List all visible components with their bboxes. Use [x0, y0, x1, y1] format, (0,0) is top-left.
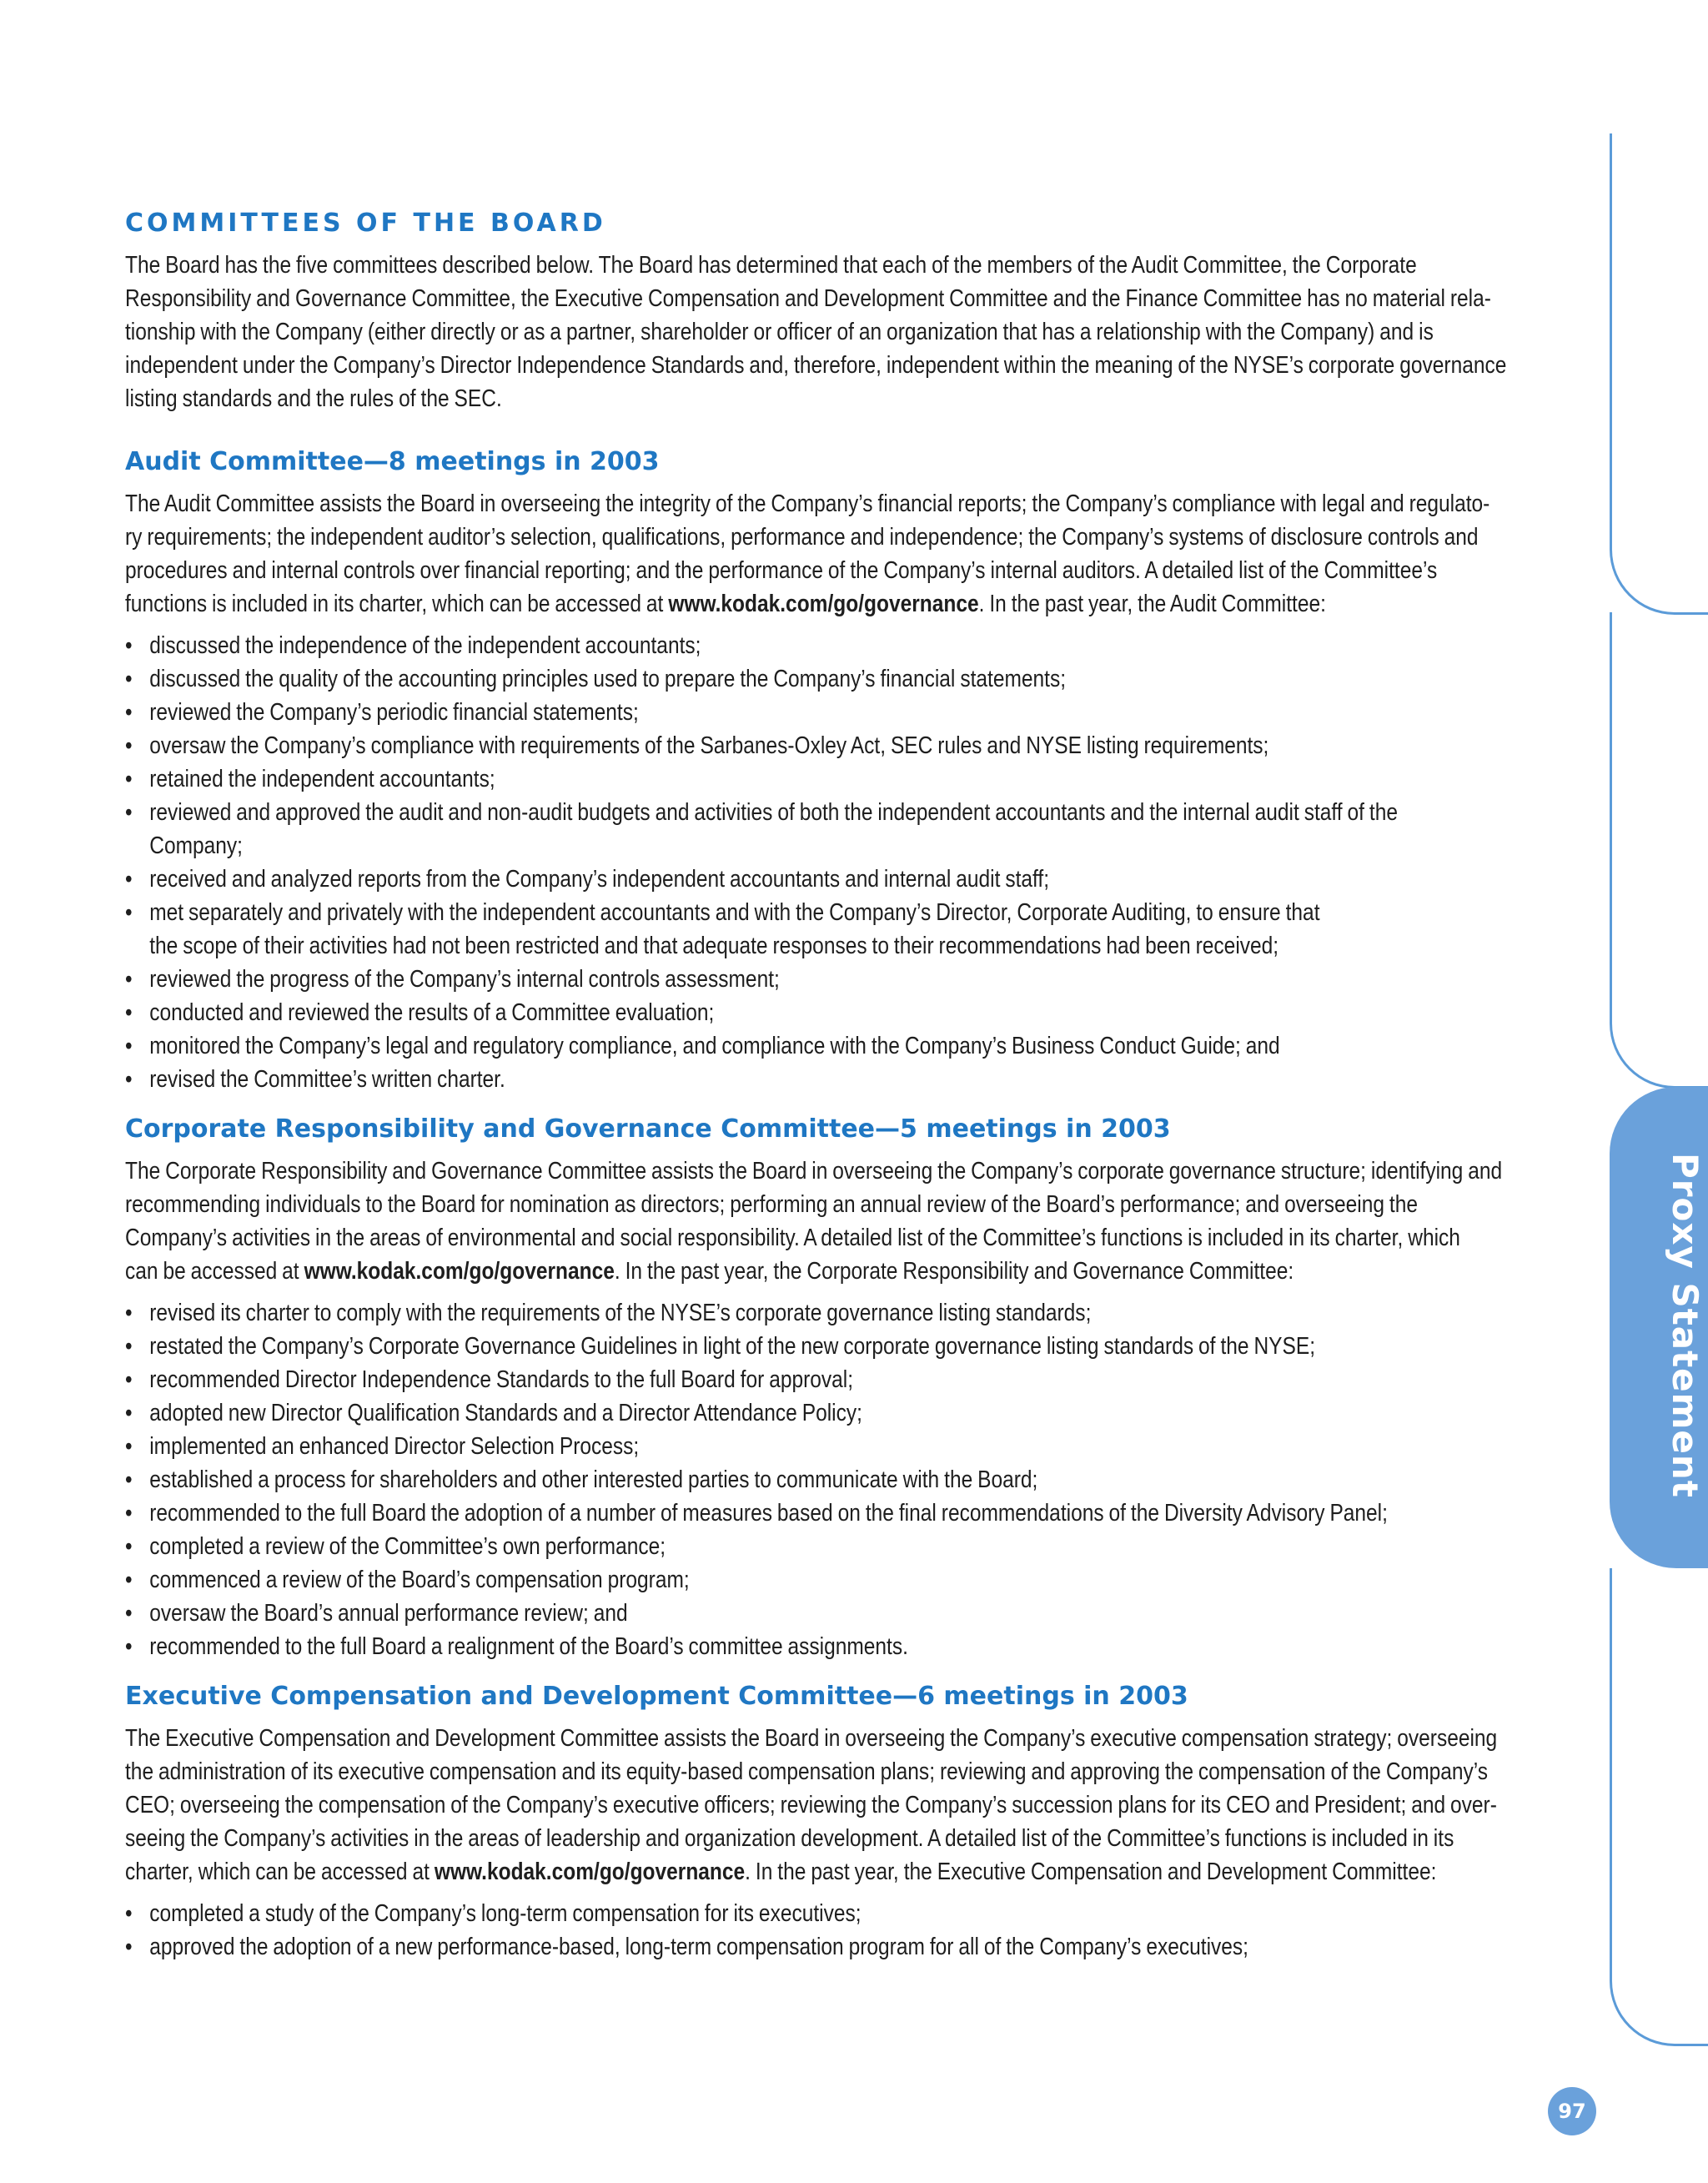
audit-committee-list: [125, 629, 1560, 1096]
intro-paragraph: [125, 249, 1560, 415]
bullet-text: oversaw the Company’s compliance with requirements of the Sarbanes-Oxley Act, SEC rules and NYSE listing requirements;: [149, 732, 1269, 759]
bullet-icon: •: [125, 666, 133, 692]
bullet-text: revised the Committee’s written charter.: [149, 1066, 505, 1093]
text-line: procedures and internal controls over financial reporting; and the performance of the Company’s internal auditors. A detailed list of the Committee’s: [125, 557, 1438, 584]
text-line: The Audit Committee assists the Board in overseeing the integrity of the Company’s financial reports; the Company’s compliance with legal and regulato-: [125, 490, 1490, 517]
bullet-icon: •: [125, 1533, 133, 1560]
executive-committee-paragraph: [125, 1722, 1560, 1889]
bullet-text: reviewed and approved the audit and non-audit budgets and activities of both the independent accountants and the internal audit staff of the: [149, 799, 1399, 826]
bullet-item: [125, 762, 1560, 796]
bullet-text: implemented an enhanced Director Selection Process;: [149, 1433, 640, 1460]
bullet-item: [125, 1296, 1560, 1330]
bullet-icon: •: [125, 1400, 133, 1426]
bullet-icon: •: [125, 732, 133, 759]
bullet-item: [125, 1930, 1560, 1964]
bullet-item: [125, 963, 1560, 996]
bullet-text: conducted and reviewed the results of a Committee evaluation;: [149, 999, 715, 1026]
audit-committee-heading: Audit Committee—8 meetings in 2003: [125, 447, 660, 476]
text-line: listing standards and the rules of the SEC.: [125, 385, 502, 412]
page-number: 97: [1548, 2087, 1596, 2135]
bullet-icon: •: [125, 1066, 133, 1093]
bullet-icon: •: [125, 866, 133, 893]
bullet-icon: •: [125, 1433, 133, 1460]
text-line: Company’s activities in the areas of environmental and social responsibility. A detailed list of the Committee’s functions is included in its charter, which: [125, 1225, 1460, 1251]
bullet-text: restated the Company’s Corporate Governance Guidelines in light of the new corporate governance listing standards of the NYSE;: [149, 1333, 1316, 1360]
bullet-item: [125, 1897, 1560, 1930]
bullet-text: recommended Director Independence Standards to the full Board for approval;: [149, 1366, 854, 1393]
bullet-item: [125, 1563, 1560, 1597]
text-line: independent under the Company’s Director Independence Standards and, therefore, independent within the meaning of the NYSE’s corporate governance: [125, 352, 1507, 379]
bullet-icon: •: [125, 899, 133, 926]
bullet-icon: •: [125, 799, 133, 826]
bullet-item: [125, 696, 1560, 729]
bullet-item: [125, 1396, 1560, 1430]
text-line: ry requirements; the independent auditor’s selection, qualifications, performance and independence; the Company’s systems of disclosure controls and: [125, 524, 1479, 551]
text-line: The Corporate Responsibility and Governance Committee assists the Board in overseeing the Company’s corporate governance structure; identifying and: [125, 1158, 1503, 1185]
bullet-item: [125, 1463, 1560, 1496]
text-line: CEO; overseeing the compensation of the Company’s executive officers; reviewing the Company’s succession plans for its CEO and President; and over-: [125, 1792, 1497, 1818]
bullet-icon: •: [125, 999, 133, 1026]
bullet-item: [125, 662, 1560, 696]
bullet-icon: •: [125, 1500, 133, 1527]
bullet-icon: •: [125, 766, 133, 792]
bullet-item: [125, 729, 1560, 762]
side-tab-label: Proxy Statement: [1665, 1153, 1705, 1498]
text-line: The Executive Compensation and Development Committee assists the Board in overseeing the Company’s executive compensation strategy; overseeing: [125, 1725, 1498, 1752]
side-tab-divider-2: [1610, 612, 1708, 1089]
bullet-item: [125, 629, 1560, 662]
text-line: seeing the Company’s activities in the areas of leadership and organization development. A detailed list of the Committee’s functions is included in its: [125, 1825, 1454, 1852]
bullet-text: met separately and privately with the independent accountants and with the Company’s Director, Corporate Auditing, to ensure that: [149, 899, 1320, 926]
bullet-text: recommended to the full Board the adoption of a number of measures based on the final recommendations of the Diversity Advisory Panel;: [149, 1500, 1388, 1527]
bullet-item: [125, 896, 1560, 963]
bullet-icon: •: [125, 966, 133, 993]
bullet-text: revised its charter to comply with the requirements of the NYSE’s corporate governance listing standards;: [149, 1300, 1092, 1326]
bullet-icon: •: [125, 699, 133, 726]
text-line: tionship with the Company (either directly or as a partner, shareholder or officer of an organization that has a relationship with the Company) and is: [125, 319, 1434, 345]
bullet-item: [125, 1430, 1560, 1463]
text-run: charter, which can be accessed at: [125, 1859, 435, 1885]
bullet-icon: •: [125, 1934, 133, 1960]
bullet-text: established a process for shareholders and other interested parties to communicate with the Board;: [149, 1466, 1038, 1493]
bullet-text: approved the adoption of a new performance-based, long-term compensation program for all of the Company’s executives;: [149, 1934, 1248, 1960]
bullet-text: the scope of their activities had not been restricted and that adequate responses to their recommendations had been received;: [149, 933, 1279, 959]
bullet-text: oversaw the Board’s annual performance review; and: [149, 1600, 628, 1627]
governance-link[interactable]: www.kodak.com/go/governance: [304, 1258, 615, 1285]
bullet-item: [125, 1063, 1560, 1096]
text-run: functions is included in its charter, which can be accessed at: [125, 591, 669, 617]
text-line: [125, 1255, 1560, 1288]
bullet-item: [125, 863, 1560, 896]
side-tab-divider-1: [1610, 133, 1708, 615]
bullet-icon: •: [125, 1466, 133, 1493]
bullet-icon: •: [125, 632, 133, 659]
bullet-text: Company;: [149, 832, 243, 859]
executive-committee-heading: Executive Compensation and Development Committee—6 meetings in 2003: [125, 1682, 1188, 1711]
bullet-text: retained the independent accountants;: [149, 766, 495, 792]
governance-committee-paragraph: [125, 1154, 1560, 1288]
governance-link[interactable]: www.kodak.com/go/governance: [668, 591, 979, 617]
bullet-icon: •: [125, 1366, 133, 1393]
bullet-icon: •: [125, 1567, 133, 1593]
text-line: The Board has the five committees described below. The Board has determined that each of the members of the Audit Committee, the Corporate: [125, 252, 1417, 279]
bullet-text: reviewed the Company’s periodic financial statements;: [149, 699, 639, 726]
bullet-item: [125, 1530, 1560, 1563]
bullet-icon: •: [125, 1333, 133, 1360]
bullet-text: discussed the quality of the accounting principles used to prepare the Company’s financial statements;: [149, 666, 1067, 692]
governance-link[interactable]: www.kodak.com/go/governance: [434, 1859, 746, 1885]
bullet-text: completed a study of the Company’s long-term compensation for its executives;: [149, 1900, 862, 1927]
bullet-text: recommended to the full Board a realignment of the Board’s committee assignments.: [149, 1633, 908, 1660]
bullet-text: monitored the Company’s legal and regulatory compliance, and compliance with the Company’s Business Conduct Guide; and: [149, 1033, 1280, 1059]
bullet-item: [125, 1330, 1560, 1363]
text-line: Responsibility and Governance Committee, the Executive Compensation and Development Committee and the Finance Committee has no material rela-: [125, 285, 1491, 312]
bullet-item: [125, 1496, 1560, 1530]
bullet-icon: •: [125, 1033, 133, 1059]
text-line: the administration of its executive compensation and its equity-based compensation plans; reviewing and approving the compensation of the Company’s: [125, 1758, 1489, 1785]
governance-committee-list: [125, 1296, 1560, 1663]
bullet-text: adopted new Director Qualification Standards and a Director Attendance Policy;: [149, 1400, 862, 1426]
text-line: recommending individuals to the Board for nomination as directors; performing an annual review of the Board’s performance; and overseeing the: [125, 1191, 1419, 1218]
bullet-icon: •: [125, 1300, 133, 1326]
bullet-text: reviewed the progress of the Company’s internal controls assessment;: [149, 966, 780, 993]
bullet-text: received and analyzed reports from the Company’s independent accountants and internal audit staff;: [149, 866, 1050, 893]
text-run: . In the past year, the Executive Compensation and Development Committee:: [745, 1859, 1437, 1885]
bullet-item: [125, 796, 1560, 863]
side-tab-divider-3: [1610, 1568, 1708, 2046]
bullet-icon: •: [125, 1900, 133, 1927]
bullet-text: completed a review of the Committee’s own performance;: [149, 1533, 666, 1560]
page-title: COMMITTEES OF THE BOARD: [125, 209, 606, 238]
audit-committee-paragraph: [125, 487, 1560, 621]
bullet-text: discussed the independence of the independent accountants;: [149, 632, 701, 659]
text-run: . In the past year, the Audit Committee:: [978, 591, 1326, 617]
bullet-icon: •: [125, 1600, 133, 1627]
text-line: [125, 587, 1560, 621]
bullet-item: [125, 1597, 1560, 1630]
page-content: [125, 207, 1560, 1964]
text-line: [125, 1855, 1560, 1889]
governance-committee-heading: Corporate Responsibility and Governance Committee—5 meetings in 2003: [125, 1114, 1171, 1144]
bullet-text: commenced a review of the Board’s compensation program;: [149, 1567, 690, 1593]
bullet-item: [125, 1363, 1560, 1396]
bullet-icon: •: [125, 1633, 133, 1660]
bullet-item: [125, 1630, 1560, 1663]
text-run: can be accessed at: [125, 1258, 304, 1285]
executive-committee-list: [125, 1897, 1560, 1964]
bullet-item: [125, 1029, 1560, 1063]
text-run: . In the past year, the Corporate Responsibility and Governance Committee:: [614, 1258, 1294, 1285]
bullet-item: [125, 996, 1560, 1029]
